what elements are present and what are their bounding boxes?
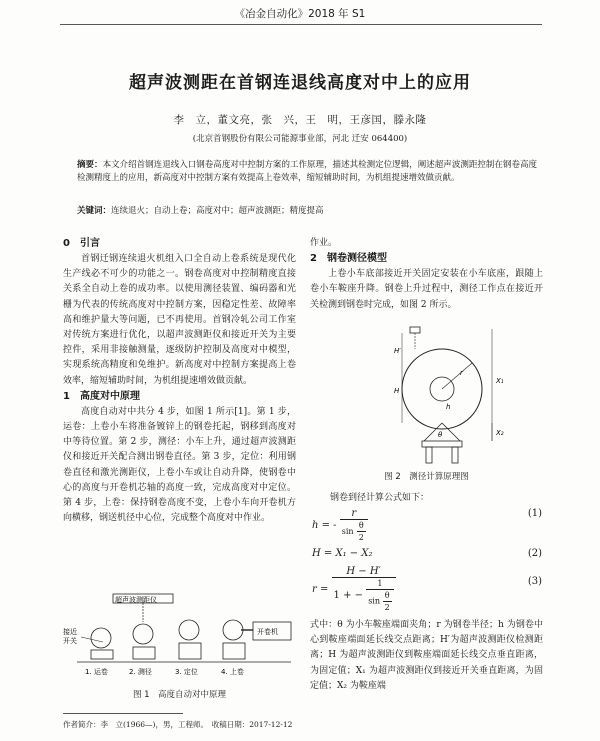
eq3-den-fraction xyxy=(366,578,393,613)
right-column xyxy=(310,236,543,313)
fig2-label-theta: θ xyxy=(438,431,443,439)
station-2 xyxy=(133,624,155,659)
fig2-label-X2: X₂ xyxy=(496,429,504,437)
fig2-label-r: r xyxy=(460,369,463,377)
eq3-numerator: H − H′ xyxy=(332,566,396,578)
step-label-3: 3. 定位 xyxy=(175,668,198,676)
footnote-rule xyxy=(63,713,183,714)
car-1 xyxy=(91,650,113,659)
fig1-left-label2: 开关 xyxy=(63,637,77,645)
fig2-label-H: H xyxy=(394,387,400,395)
car-3 xyxy=(179,643,201,659)
intro-heading: 0 引言 xyxy=(63,238,100,249)
section1-paragraph: 高度自动对中共分 4 步，如图 1 所示[1]。第 1 步，运卷：上卷小车将准备镀锌上的钢卷托起，钢移到高度对中等待位置。第 2 步，测径：小车上升，通过超声波测距仪和接近开关配合测出钢卷直径。第 3 步，定位：利用钢卷直径和激光测距仪，上卷小车或让自动升降，使钢卷中心的高度与开卷机芯轴的高度一致，完成高度对中定位。第 4 步，上卷：保持钢卷高度不变，上卷小车向开卷机方向横移，钢送机径中心位，完成整个高度对中作业。 xyxy=(63,406,296,524)
eq3-den-one: 1 xyxy=(366,578,393,590)
authors: 李 立，董文亮，张 兴，王 明，王彦国，滕永隆 xyxy=(173,114,427,126)
left-column xyxy=(63,236,296,535)
right-col-continuation: 作业。 xyxy=(310,238,338,248)
eq2-number: (2) xyxy=(527,548,542,559)
footnote: 作者简介：李 立(1966—)，男，工程师。 收稿日期：2017-12-12 xyxy=(63,720,293,729)
eq1-fraction xyxy=(340,508,368,543)
coil-1 xyxy=(91,628,111,648)
intro-paragraph: 首钢迁钢连续退火机组入口全自动上卷系统是现代化生产线必不可少的功能之一。钢卷高度对中控制精度直接关系全自动上卷的成功率。以使用测径装置、编码器和光栅为代表的传统高度对中控制方案，因稳定性差、故障率高和维护量大等问题，已不再使用。首钢冷轧公司工作室对传统方案进行优化，以超声波测距仪和接近开关为主要控件，采用非接触测量，逐级防护控制及高度对中模型，实现系统高精度和免维护。新高度对中控制方案提高上卷效率，缩短辅助时间，为机组提速增效做贡献。 xyxy=(63,254,296,386)
eq3-sin: sin xyxy=(368,596,381,606)
equation-3 xyxy=(312,566,542,613)
fig2-sensor xyxy=(410,327,420,333)
figure1-caption: 图 1 高度自动对中原理 xyxy=(132,690,227,700)
coil-4 xyxy=(223,620,243,640)
section2-heading: 2 钢卷测径模型 xyxy=(310,253,387,265)
station-4 xyxy=(223,620,245,659)
paper-title: 超声波测距在首钢连退线高度对中上的应用 xyxy=(129,73,471,93)
car-4 xyxy=(223,643,245,659)
section1-heading: 1 高度对中原理 xyxy=(63,390,140,402)
fig1-left-label1: 接近 xyxy=(63,628,77,636)
fig2-label-X1: X₁ xyxy=(496,377,504,385)
fig2-radius xyxy=(442,363,472,389)
header-rule xyxy=(60,24,542,25)
figure2-diagram xyxy=(372,323,522,465)
equation-2 xyxy=(312,548,542,559)
eq3-lhs: r = xyxy=(312,584,329,595)
eq3-denominator xyxy=(332,578,396,613)
figure2-caption: 图 2 测径计算原理图 xyxy=(384,472,469,482)
fig1-top-label: 超声波测距仪 xyxy=(115,596,157,604)
abstract-label: 摘要： xyxy=(77,160,103,170)
station-1 xyxy=(91,628,113,659)
eq2-body: H = X₁ − X₂ xyxy=(312,548,373,559)
fig2-car xyxy=(422,441,462,447)
step-label-2: 2. 测径 xyxy=(129,668,152,676)
coil-2 xyxy=(133,624,153,644)
equation-1 xyxy=(312,508,542,543)
equation-intro: 钢卷到径计算公式如下： xyxy=(330,493,430,503)
eq1-sin: sin xyxy=(341,527,354,536)
eq3-half-angle xyxy=(383,590,392,613)
coil-3 xyxy=(179,620,199,640)
abstract xyxy=(77,159,537,185)
eq3-den-sin-part xyxy=(366,590,393,613)
fig2-label-Hprime: H′ xyxy=(394,347,401,355)
step-label-1: 1. 运卷 xyxy=(85,668,108,676)
affiliation: (北京首钢股份有限公司能源事业部，河北 迁安 064400) xyxy=(192,134,408,144)
eq3-theta: θ xyxy=(383,590,392,602)
eq1-theta: θ xyxy=(357,520,366,532)
eq3-fraction xyxy=(332,566,396,613)
keywords-label: 关键词： xyxy=(77,206,112,216)
station-3 xyxy=(179,620,201,659)
eq1-two: 2 xyxy=(358,533,364,542)
eq1-denominator xyxy=(340,520,368,543)
keywords xyxy=(77,205,537,217)
eq1-lhs: h = - xyxy=(312,520,337,531)
equation-explanation: 式中：θ 为小车鞍座端面夹角；r 为钢卷半径；h 为钢卷中心到鞍座端面延长线交点距离；H′为超声波测距仪检测距离；H 为超声波测距仪到鞍座端面延长线交点垂直距离，为固定值；X₁ 为超声波测距仪到接近开关垂直距离，为固定值；X₂ 为鞍座端 xyxy=(310,620,543,691)
fig2-label-h: h xyxy=(446,403,451,411)
car-2 xyxy=(133,647,155,659)
proximity-leader xyxy=(81,637,103,642)
keywords-text: 连续退火；自动上卷；高度对中；超声波测距；精度提高 xyxy=(111,206,324,216)
eq3-den-a: 1 + − xyxy=(333,590,364,601)
eq3-two: 2 xyxy=(384,603,390,612)
fig2-post-right xyxy=(452,447,458,463)
fig2-post-left xyxy=(426,447,432,463)
eq1-numerator: r xyxy=(340,508,368,520)
step-label-4: 4. 上卷 xyxy=(221,668,244,676)
eq1-number: (1) xyxy=(527,508,542,519)
abstract-text: 本文介绍首钢连退线入口钢卷高度对中控制方案的工作原理，描述其检测定位逻辑，阐述超声波测距控制在钢卷高度检测精度上的应用，新高度对中控制方案有效提高上卷效率，缩短辅助时间，为机组提速增效做贡献。 xyxy=(77,160,537,183)
eq3-number: (3) xyxy=(527,576,542,587)
uncoiler-label: 开卷机 xyxy=(257,628,278,636)
running-header: 《冶金自动化》2018 年 S1 xyxy=(234,8,366,20)
section2-paragraph: 上卷小车底部接近开关固定安装在小车底座，跟随上卷小车鞍座升降。钢卷上升过程中，测径工作点在接近开关检测到钢卷时完成，如图 2 所示。 xyxy=(310,269,543,310)
eq1-half-angle xyxy=(357,520,366,543)
